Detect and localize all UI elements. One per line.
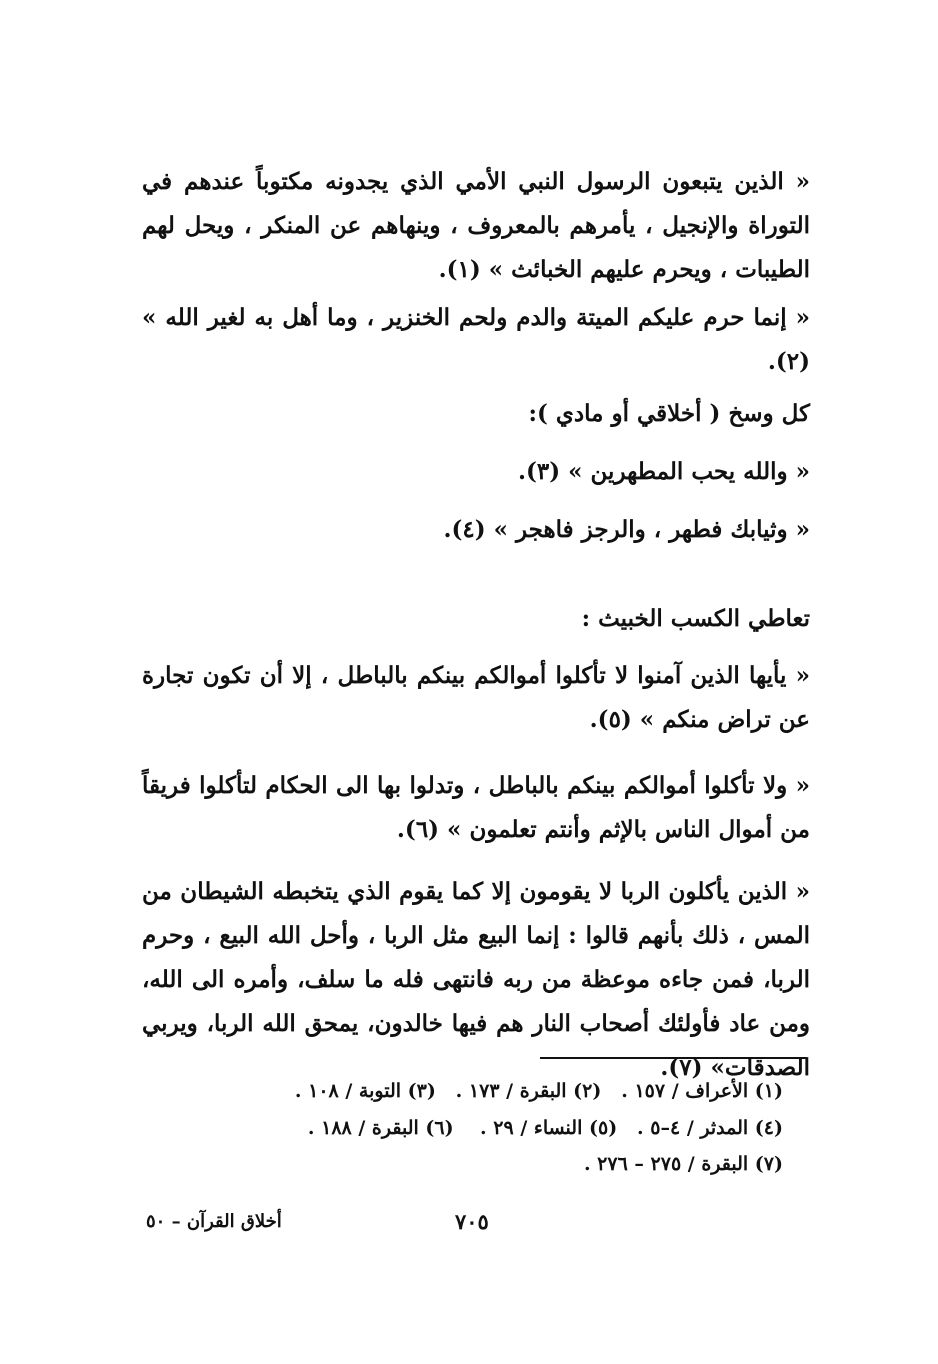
footnote-line-1: (١) الأعراف / ١٥٧ . (٢) البقرة / ١٧٣ . (٣) التوبة / ١٠٨ .	[294, 1080, 783, 1102]
quote-text: « وثيابك فطهر ، والرجز فاهجر » (٤).	[443, 516, 810, 543]
quote-paragraph-4	[142, 508, 810, 552]
quote-paragraph-2	[142, 296, 810, 384]
section-heading-impurity: كل وسخ ( أخلاقي أو مادي ):	[528, 400, 810, 427]
footnote-divider	[540, 1057, 806, 1059]
quote-text: « الذين يأكلون الربا لا يقومون إلا كما يقوم الذي يتخبطه الشيطان من المس ، ذلك بأنهم قالوا : إنما البيع مثل الربا ، وأحل الله البيع ، وحرم الربا، فمن جاءه موعظة من ربه فانتهى فله ما سلف، وأمره الى الله، ومن عاد فأولئك أصحاب النار هم فيها خالدون، يمحق الله الربا، ويربي الصدقات» (٧).	[142, 878, 810, 1081]
quote-paragraph-6	[142, 764, 810, 852]
quote-paragraph-5	[142, 654, 810, 742]
quote-text: « إنما حرم عليكم الميتة والدم ولحم الخنزير ، وما أهل به لغير الله » (٢).	[142, 304, 810, 375]
quote-paragraph-3	[142, 450, 810, 494]
page-number: ٧٠٥	[455, 1209, 489, 1234]
quote-text: « يأيها الذين آمنوا لا تأكلوا أموالكم بينكم بالباطل ، إلا أن تكون تجارة عن تراض منكم » (٥).	[142, 662, 810, 733]
footnote-line-2: (٤) المدثر / ٤–٥ . (٥) النساء / ٢٩ . (٦) البقرة / ١٨٨ .	[307, 1117, 783, 1139]
quote-text: « والله يحب المطهرين » (٣).	[518, 458, 810, 485]
section-heading-illicit-gain: تعاطي الكسب الخبيث :	[581, 605, 810, 632]
book-title-footer: أخلاق القرآن – ٥٠	[146, 1211, 282, 1232]
quote-paragraph-1	[142, 160, 810, 292]
quote-text: « ولا تأكلوا أموالكم بينكم بالباطل ، وتدلوا بها الى الحكام لتأكلوا فريقاً من أموال الناس بالإثم وأنتم تعلمون » (٦).	[142, 772, 810, 843]
footnote-line-3: (٧) البقرة / ٢٧٥ – ٢٧٦ .	[583, 1153, 783, 1175]
quote-text: « الذين يتبعون الرسول النبي الأمي الذي يجدونه مكتوباً عندهم في التوراة والإنجيل ، يأمرهم بالمعروف ، وينهاهم عن المنكر ، ويحل لهم الطيبات ، ويحرم عليهم الخبائث » (١).	[142, 168, 810, 283]
